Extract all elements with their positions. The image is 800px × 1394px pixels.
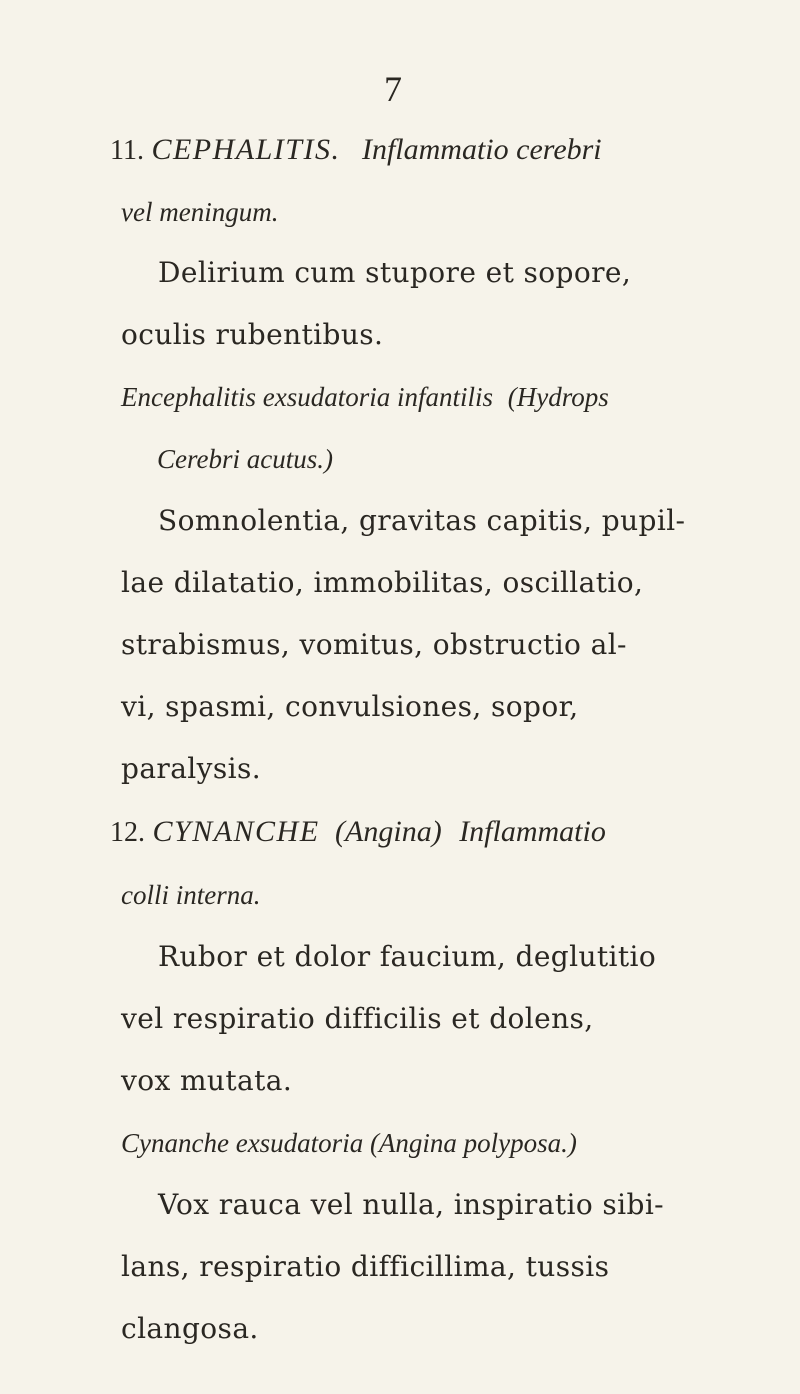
entry-12-symptom-line: vel respiratio difficilis et dolens, [121,1002,594,1035]
entry-12-definition: Inflammatio [459,815,606,848]
entry-11-variant-alias: (Hydrops [507,382,609,412]
entry-12-variant-heading: Cynanche exsudatoria (Angina polyposa.) [121,1128,577,1158]
entry-12-title: CYNANCHE [152,815,320,848]
entry-11-symptom-line: oculis rubentibus. [121,318,384,351]
entry-12-definition-cont: colli interna. [121,880,261,910]
page-number: 7 [384,69,402,109]
entry-12-alias: (Angina) [335,815,442,848]
entry-11-definition-cont: vel meningum. [121,197,279,227]
entry-12-variant-symptom-line: clangosa. [121,1312,259,1345]
entry-11-variant-symptom-line: paralysis. [121,752,262,785]
entry-12-variant-symptom-line: Vox rauca vel nulla, inspiratio sibi- [158,1188,665,1221]
entry-11-variant-symptom-line: lae dilatatio, immobilitas, oscillatio, [121,566,644,599]
entry-11-variant-symptom-line: strabismus, vomitus, obstructio al- [121,628,627,661]
entry-11-variant-symptom-line: vi, spasmi, convulsiones, sopor, [121,690,579,723]
entry-11-variant-name: Encephalitis exsudatoria infantilis [121,382,493,412]
entry-12-number: 12. [110,817,145,848]
entry-11-variant-heading [121,382,609,413]
entry-12-symptom-line: Rubor et dolor faucium, deglutitio [158,940,657,973]
entry-11-title: CEPHALITIS. [151,133,341,166]
entry-12-heading [110,815,606,849]
entry-11-symptom-line: Delirium cum stupore et sopore, [158,256,632,289]
entry-11-variant-heading-cont: Cerebri acutus.) [157,444,333,474]
entry-11-variant-symptom-line: Somnolentia, gravitas capitis, pupil- [158,504,686,537]
entry-12-symptom-line: vox mutata. [121,1064,293,1097]
entry-12-variant-symptom-line: lans, respiratio difficillima, tussis [121,1250,610,1283]
entry-11-heading [110,133,602,167]
entry-11-definition: Inflammatio cerebri [361,133,602,166]
entry-11-number: 11. [110,135,144,166]
